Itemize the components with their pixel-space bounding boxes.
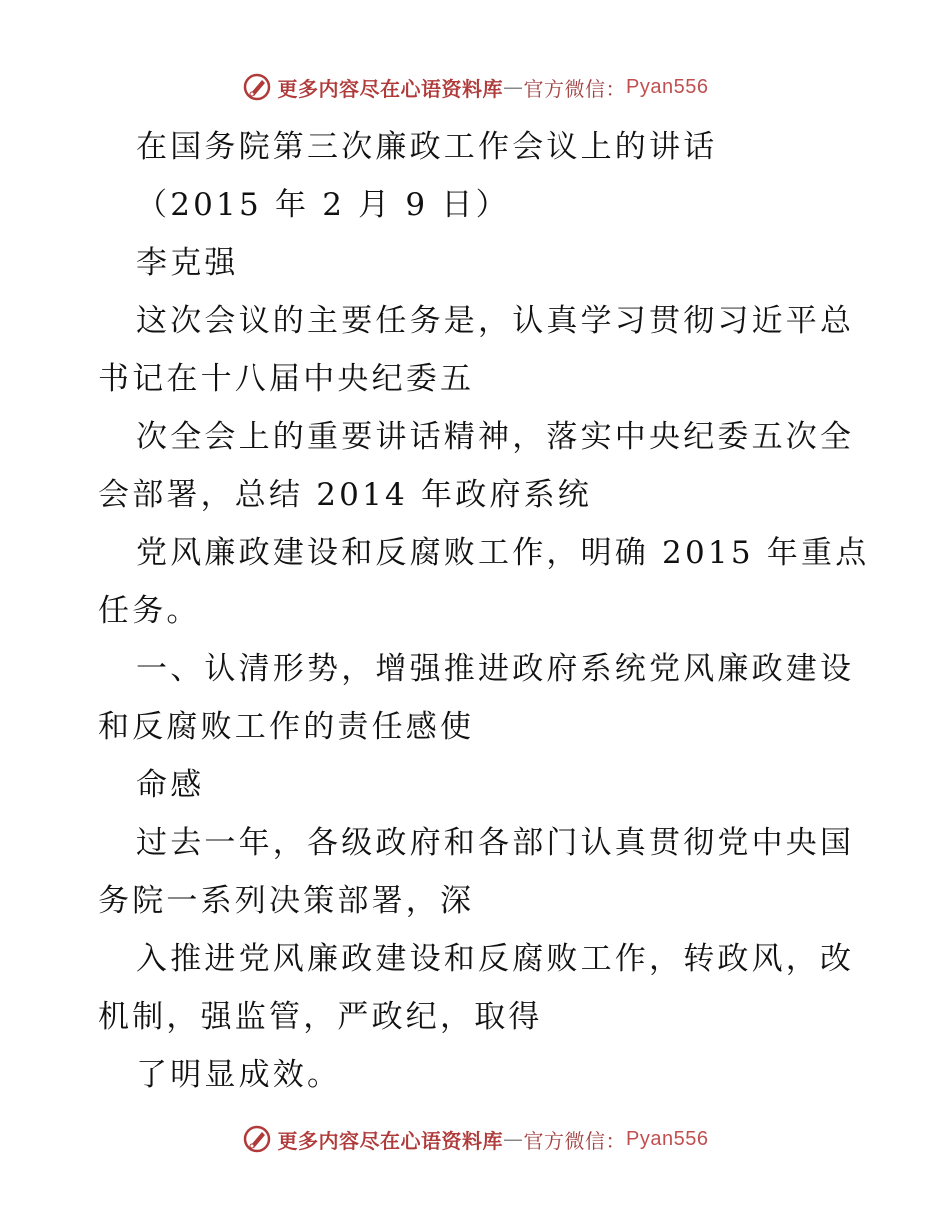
- pen-logo-icon: [242, 1124, 272, 1154]
- paragraph-line: 机制，强监管，严政纪，取得: [98, 999, 543, 1035]
- paragraph-line: 入推进党风廉政建设和反腐败工作，转政风，改: [136, 941, 855, 977]
- document-author: 李克强: [136, 245, 239, 281]
- watermark-official: 官方微信：: [523, 1128, 627, 1153]
- paragraph-line: 党风廉政建设和反腐败工作，明确 2015 年重点: [136, 535, 870, 571]
- watermark-header: [0, 72, 950, 102]
- paragraph-line: 这次会议的主要任务是，认真学习贯彻习近平总: [136, 303, 855, 339]
- pen-logo-icon: [242, 72, 272, 102]
- document-date: （2015 年 2 月 9 日）: [136, 187, 510, 223]
- paragraph-line: 次全会上的重要讲话精神，落实中央纪委五次全: [136, 419, 855, 455]
- section-heading-line: 和反腐败工作的责任感使: [98, 709, 475, 745]
- watermark-official: 官方微信：: [523, 76, 627, 101]
- watermark-id: Pyan556: [626, 1127, 709, 1150]
- paragraph-line: 任务。: [98, 593, 201, 629]
- paragraph-line: 务院一系列决策部署，深: [98, 883, 475, 919]
- paragraph-line: 会部署，总结 2014 年政府系统: [98, 477, 592, 513]
- paragraph-line: 了明显成效。: [136, 1057, 342, 1093]
- watermark-footer: [0, 1124, 950, 1154]
- section-heading-line: 一、认清形势，增强推进政府系统党风廉政建设: [136, 651, 855, 687]
- watermark-dash: —: [503, 75, 524, 99]
- watermark-brand: 更多内容尽在心语资料库: [277, 76, 504, 101]
- section-heading-line: 命感: [136, 767, 205, 803]
- document-title: 在国务院第三次廉政工作会议上的讲话: [136, 129, 718, 165]
- paragraph-line: 书记在十八届中央纪委五: [98, 361, 475, 397]
- watermark-dash: —: [503, 1127, 524, 1151]
- watermark-id: Pyan556: [626, 75, 709, 98]
- watermark-brand: 更多内容尽在心语资料库: [277, 1128, 504, 1153]
- document-body: [98, 118, 870, 1104]
- paragraph-line: 过去一年，各级政府和各部门认真贯彻党中央国: [136, 825, 855, 861]
